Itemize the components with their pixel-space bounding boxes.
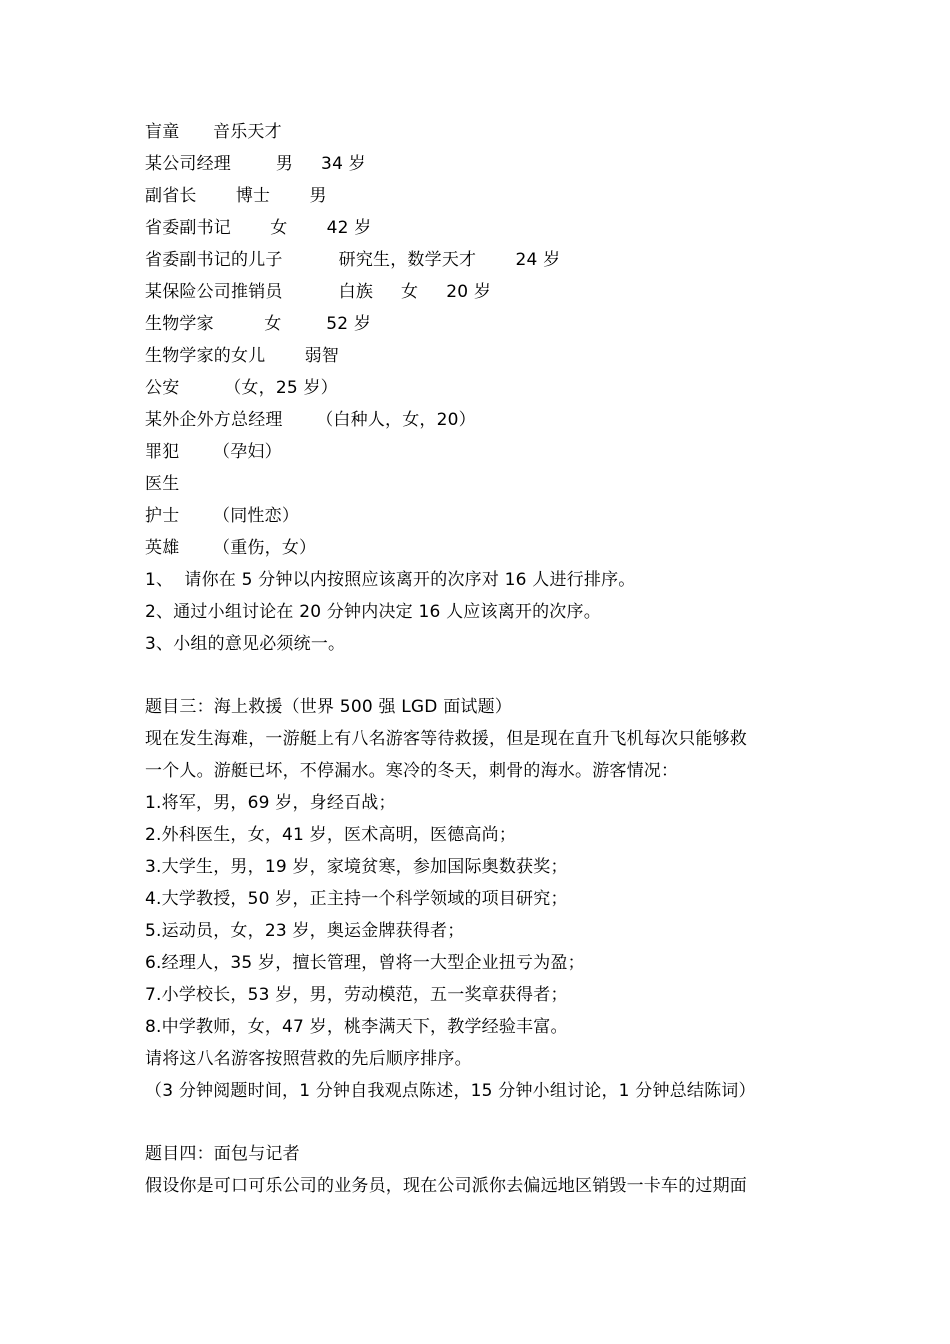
list-line: 省委副书记 女 42 岁	[145, 218, 372, 238]
list-line: 罪犯 （孕妇）	[145, 442, 282, 462]
topic3-item: 5.运动员，女，23 岁，奥运金牌获得者；	[145, 921, 465, 941]
list-line: 英雄 （重伤，女）	[145, 538, 317, 558]
topic4-title: 题目四：面包与记者	[145, 1144, 300, 1164]
topic3-timing: （3 分钟阅题时间，1 分钟自我观点陈述，15 分钟小组讨论，1 分钟总结陈词）	[145, 1081, 756, 1101]
topic3-item: 3.大学生，男，19 岁，家境贫寒，参加国际奥数获奖；	[145, 857, 568, 877]
topic3-intro-line: 现在发生海难，一游艇上有八名游客等待救援，但是现在直升飞机每次只能够救	[145, 729, 747, 749]
topic3-title: 题目三：海上救援（世界 500 强 LGD 面试题）	[145, 697, 512, 717]
list-line: 副省长 博士 男	[145, 186, 327, 206]
topic3-item: 4.大学教授，50 岁，正主持一个科学领域的项目研究；	[145, 889, 568, 909]
topic3-item: 1.将军，男，69 岁，身经百战；	[145, 793, 396, 813]
list-line: 省委副书记的儿子 研究生，数学天才 24 岁	[145, 250, 561, 270]
instruction-line: 2、通过小组讨论在 20 分钟内决定 16 人应该离开的次序。	[145, 602, 601, 622]
list-line: 某保险公司推销员 白族 女 20 岁	[145, 282, 492, 302]
list-line: 医生	[145, 474, 180, 494]
list-line: 某外企外方总经理 （白种人，女，20）	[145, 410, 476, 430]
topic3-item: 7.小学校长，53 岁，男，劳动模范，五一奖章获得者；	[145, 985, 568, 1005]
topic3-intro-line: 一个人。游艇已坏，不停漏水。寒冷的冬天，刺骨的海水。游客情况：	[145, 761, 679, 781]
topic3-request: 请将这八名游客按照营救的先后顺序排序。	[145, 1049, 472, 1069]
list-line: 护士 （同性恋）	[145, 506, 300, 526]
list-line: 公安 （女，25 岁）	[145, 378, 338, 398]
list-line: 某公司经理 男 34 岁	[145, 154, 366, 174]
instruction-line: 3、小组的意见必须统一。	[145, 634, 346, 654]
topic4-intro: 假设你是可口可乐公司的业务员，现在公司派你去偏远地区销毁一卡车的过期面	[145, 1176, 747, 1196]
topic3-item: 2.外科医生，女，41 岁，医术高明，医德高尚；	[145, 825, 517, 845]
topic3-item: 6.经理人，35 岁，擅长管理，曾将一大型企业扭亏为盈；	[145, 953, 585, 973]
list-line: 盲童 音乐天才	[145, 122, 282, 142]
instruction-line: 1、 请你在 5 分钟以内按照应该离开的次序对 16 人进行排序。	[145, 570, 636, 590]
topic3-item: 8.中学教师，女，47 岁，桃李满天下，教学经验丰富。	[145, 1017, 568, 1037]
list-line: 生物学家 女 52 岁	[145, 314, 372, 334]
list-line: 生物学家的女儿 弱智	[145, 346, 340, 366]
